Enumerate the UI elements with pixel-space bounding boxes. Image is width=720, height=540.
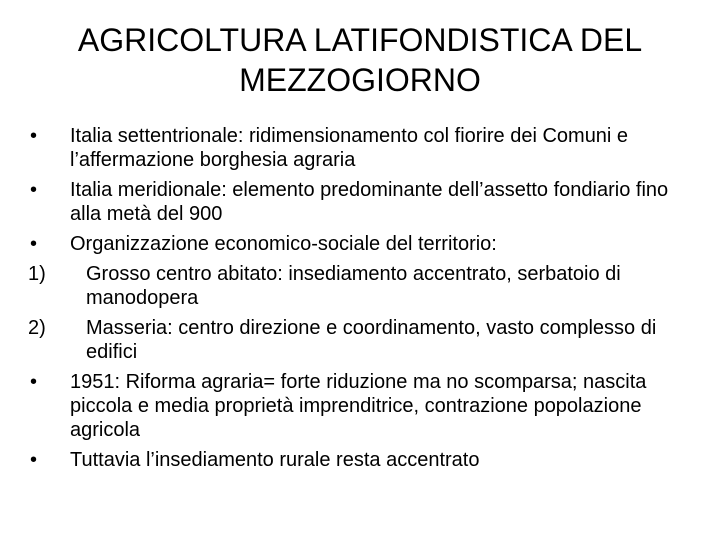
bullet-marker: • (30, 449, 38, 471)
number-marker: 2) (28, 317, 46, 339)
list-item (28, 178, 698, 226)
number-marker: 1) (28, 263, 46, 285)
list-item-text: 1951: Riforma agraria= forte riduzione ma no scomparsa; nascita piccola e media proprietà imprenditrice, contrazione popolazione agricola (70, 371, 647, 441)
bullet-marker: • (30, 179, 38, 201)
list-item-text: Italia settentrionale: ridimensionamento col fiorire dei Comuni e l’affermazione borghesia agraria (70, 125, 629, 171)
list-item-text: Tuttavia l’insediamento rurale resta accentrato (70, 449, 480, 471)
bullet-marker: • (30, 125, 38, 147)
list-item-text: Masseria: centro direzione e coordinamento, vasto complesso di edifici (86, 317, 657, 363)
list-item (28, 448, 698, 472)
bullet-marker: • (30, 371, 38, 393)
title-line-1: AGRICOLTURA LATIFONDISTICA DEL (77, 22, 643, 58)
list-item-text: Grosso centro abitato: insediamento accentrato, serbatoio di manodopera (86, 263, 621, 309)
title-line-2: MEZZOGIORNO (239, 62, 481, 98)
list-item (28, 370, 698, 442)
list-item (28, 232, 698, 256)
list-item (28, 316, 698, 364)
list-item-text: Italia meridionale: elemento predominante dell’assetto fondiario fino alla metà del 900 (70, 179, 669, 225)
bullet-marker: • (30, 233, 38, 255)
list-item (28, 262, 698, 310)
slide-title (40, 20, 680, 100)
list-item (28, 124, 698, 172)
bullet-list (28, 124, 698, 478)
list-item-text: Organizzazione economico-sociale del territorio: (70, 233, 497, 255)
